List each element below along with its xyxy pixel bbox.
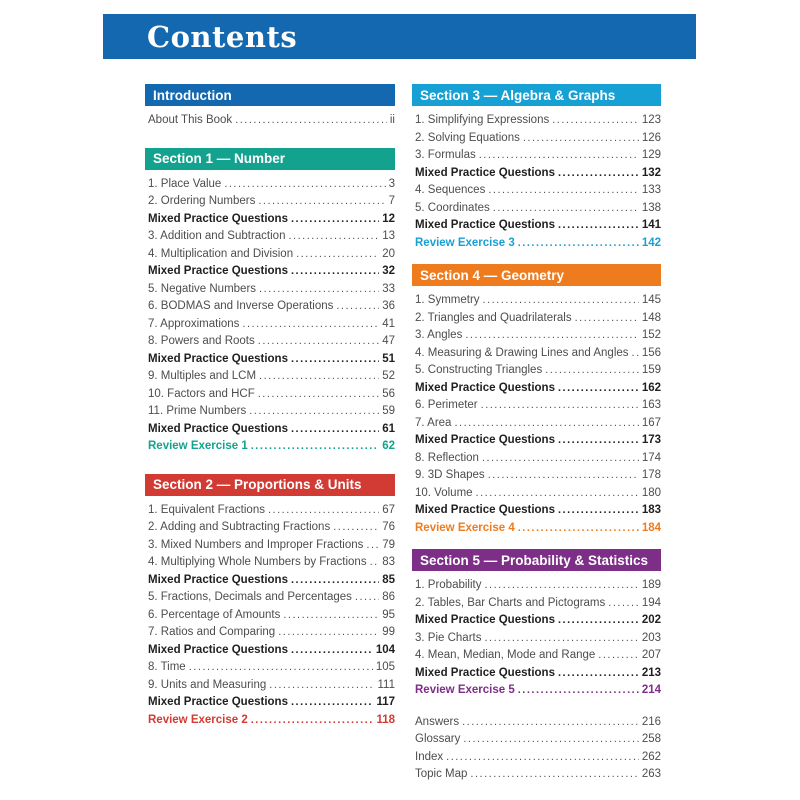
toc-entry-page: 263	[641, 768, 661, 780]
toc-entry-page: 20	[382, 247, 395, 260]
toc-entry-label: About This Book	[148, 114, 233, 126]
toc-entry	[415, 733, 661, 751]
section-items	[412, 579, 661, 702]
toc-entry-label: 10. Volume	[415, 486, 473, 499]
dot-leader	[479, 149, 639, 161]
dot-leader	[632, 347, 639, 359]
toc-entry-label: 4. Sequences	[415, 184, 486, 196]
toc-entry	[415, 504, 661, 522]
dot-leader	[258, 195, 385, 207]
section-header-bar	[145, 84, 395, 106]
toc-entry-label: 2. Solving Equations	[415, 131, 520, 144]
toc-entry	[415, 579, 661, 597]
dot-leader	[465, 329, 638, 341]
toc-entry-label: Review Exercise 3	[415, 236, 515, 249]
toc-entry	[148, 114, 395, 132]
dot-leader	[545, 364, 639, 376]
section-header-bar	[145, 474, 395, 496]
section-title: Section 5 — Probability & Statistics	[420, 552, 649, 568]
toc-entry-page: 47	[382, 335, 395, 347]
toc-entry-page: 258	[641, 733, 661, 745]
toc-entry	[148, 591, 395, 609]
toc-entry-page: 129	[641, 149, 661, 161]
toc-entry-page: 51	[382, 352, 395, 365]
toc-entry-page: 86	[382, 591, 395, 603]
toc-entry-page: 132	[641, 166, 661, 179]
toc-entry-label: Mixed Practice Questions	[415, 166, 555, 179]
toc-entry-page: 203	[641, 631, 661, 644]
toc-entry	[415, 649, 661, 667]
dot-leader	[608, 597, 639, 609]
dot-leader	[251, 714, 374, 726]
dot-leader	[481, 399, 639, 411]
toc-entry-label: 2. Tables, Bar Charts and Pictograms	[415, 596, 606, 609]
toc-entry	[415, 399, 661, 417]
toc-entry-label: 1. Symmetry	[415, 294, 480, 306]
toc-entry-page: 126	[641, 131, 661, 144]
dot-leader	[278, 626, 379, 638]
toc-entry	[148, 370, 395, 388]
dot-leader	[259, 283, 379, 295]
toc-section	[412, 264, 661, 539]
toc-entry-page: 152	[641, 329, 661, 341]
toc-entry-page: 61	[382, 422, 395, 435]
toc-entry	[415, 329, 661, 347]
dot-leader	[558, 219, 639, 231]
toc-entry	[148, 556, 395, 574]
dot-leader	[518, 237, 639, 249]
dot-leader	[493, 202, 639, 214]
toc-entry	[415, 132, 661, 150]
toc-entry-label: 7. Approximations	[148, 317, 240, 330]
dot-leader	[370, 556, 380, 568]
toc-entry-label: 6. BODMAS and Inverse Operations	[148, 300, 334, 312]
toc-entry	[415, 768, 661, 786]
toc-entry-label: 3. Mixed Numbers and Improper Fractions	[148, 538, 364, 551]
toc-entry	[415, 597, 661, 615]
dot-leader	[235, 114, 387, 126]
toc-entry-label: 1. Simplifying Expressions	[415, 114, 550, 126]
toc-entry-page: 32	[382, 265, 395, 277]
toc-entry-label: 4. Multiplying Whole Numbers by Fractions	[148, 556, 367, 568]
toc-entry-page: 173	[641, 434, 661, 446]
toc-entry	[415, 751, 661, 769]
dot-leader	[296, 248, 379, 260]
toc-entry-page: 156	[641, 346, 661, 359]
toc-entry	[415, 434, 661, 452]
toc-entry-label: Glossary	[415, 733, 461, 745]
dot-leader	[291, 644, 373, 656]
toc-entry-label: 7. Ratios and Comparing	[148, 626, 276, 638]
dot-leader	[558, 614, 639, 626]
toc-entry	[415, 487, 661, 505]
toc-entry	[415, 347, 661, 365]
toc-entry-page: 36	[382, 300, 395, 312]
dot-leader	[484, 632, 638, 644]
dot-leader	[518, 522, 639, 534]
toc-entry-page: 202	[641, 614, 661, 626]
toc-entry	[415, 614, 661, 632]
dot-leader	[189, 661, 373, 673]
toc-entry-page: 33	[382, 282, 395, 295]
toc-entry-label: 5. Coordinates	[415, 201, 490, 214]
toc-entry-label: 7. Area	[415, 416, 452, 429]
toc-entry	[148, 265, 395, 283]
toc-entry-label: 3. Angles	[415, 329, 463, 341]
toc-entry	[148, 300, 395, 318]
section-header-bar	[145, 148, 395, 170]
toc-entry	[415, 237, 661, 255]
section-header-bar	[412, 264, 661, 286]
toc-entry-label: Mixed Practice Questions	[148, 265, 288, 277]
toc-section	[412, 84, 661, 254]
toc-entry-page: 138	[641, 201, 661, 214]
toc-entry	[148, 679, 395, 697]
toc-entry-page: 117	[376, 696, 395, 708]
toc-entry	[148, 521, 395, 539]
toc-entry	[415, 417, 661, 435]
dot-leader	[558, 667, 639, 679]
dot-leader	[518, 684, 639, 696]
dot-leader	[291, 574, 379, 586]
dot-leader	[484, 579, 638, 591]
toc-entry-label: Mixed Practice Questions	[148, 212, 288, 225]
toc-entry-page: ii	[389, 114, 395, 126]
toc-entry	[148, 626, 395, 644]
dot-leader	[558, 382, 639, 394]
toc-entry	[415, 469, 661, 487]
toc-entry-label: 4. Multiplication and Division	[148, 247, 294, 260]
dot-leader	[552, 114, 639, 126]
toc-entry-page: 12	[382, 212, 395, 225]
page-title-bar	[103, 14, 696, 59]
toc-section	[145, 148, 395, 458]
dot-leader	[291, 213, 379, 225]
toc-entry-page: 76	[382, 521, 395, 533]
toc-entry	[148, 644, 395, 662]
dot-leader	[242, 318, 379, 330]
section-title: Section 3 — Algebra & Graphs	[420, 87, 616, 103]
toc-entry	[148, 661, 395, 679]
toc-entry	[148, 440, 395, 458]
dot-leader	[558, 167, 639, 179]
toc-entry-page: 213	[641, 666, 661, 679]
toc-entry-label: 9. Units and Measuring	[148, 678, 267, 691]
dot-leader	[333, 521, 379, 533]
toc-entry-label: Mixed Practice Questions	[415, 614, 555, 626]
toc-entry-page: 83	[382, 556, 395, 568]
toc-column-left	[145, 84, 395, 796]
dot-leader	[224, 178, 385, 190]
toc-entry-page: 95	[382, 608, 395, 621]
toc-entry-label: 1. Place Value	[148, 177, 222, 190]
toc-entry	[415, 167, 661, 185]
dot-leader	[366, 539, 379, 551]
section-items	[145, 178, 395, 458]
toc-entry-label: 4. Mean, Median, Mode and Range	[415, 649, 596, 661]
toc-entry	[415, 522, 661, 540]
dot-leader	[336, 300, 379, 312]
toc-entry-page: 148	[641, 311, 661, 324]
toc-entry-label: Mixed Practice Questions	[148, 573, 288, 586]
toc-entry	[415, 716, 661, 734]
toc-entry-label: 3. Formulas	[415, 149, 476, 161]
toc-entry-label: 6. Perimeter	[415, 399, 478, 411]
toc-section	[412, 716, 661, 786]
dot-leader	[291, 353, 379, 365]
toc-columns	[145, 84, 661, 796]
toc-entry	[148, 714, 395, 732]
toc-entry-label: 8. Powers and Roots	[148, 335, 255, 347]
toc-entry-label: 9. 3D Shapes	[415, 469, 485, 481]
toc-section	[145, 474, 395, 732]
dot-leader	[463, 733, 638, 745]
toc-entry-page: 216	[641, 715, 661, 728]
toc-entry-label: Mixed Practice Questions	[415, 219, 555, 231]
toc-entry	[148, 335, 395, 353]
toc-entry-label: 1. Equivalent Fractions	[148, 503, 265, 516]
toc-entry-label: 3. Addition and Subtraction	[148, 230, 286, 242]
dot-leader	[258, 388, 379, 400]
toc-entry	[415, 382, 661, 400]
toc-entry	[148, 405, 395, 423]
toc-entry-page: 207	[641, 649, 661, 661]
toc-entry-page: 180	[641, 486, 661, 499]
dot-leader	[291, 423, 379, 435]
toc-entry-page: 162	[641, 381, 661, 394]
toc-entry-label: 5. Fractions, Decimals and Percentages	[148, 591, 352, 603]
toc-entry-page: 184	[641, 521, 661, 534]
toc-entry-page: 67	[382, 503, 395, 516]
toc-entry-page: 7	[388, 195, 395, 207]
toc-entry	[148, 539, 395, 557]
toc-entry-label: 1. Probability	[415, 579, 482, 591]
toc-entry-page: 118	[376, 713, 395, 726]
dot-leader	[483, 294, 639, 306]
toc-entry	[148, 283, 395, 301]
section-title: Section 4 — Geometry	[420, 267, 565, 283]
toc-entry-label: 4. Measuring & Drawing Lines and Angles	[415, 346, 629, 359]
toc-entry-page: 85	[382, 573, 395, 586]
dot-leader	[462, 716, 639, 728]
dot-leader	[476, 487, 639, 499]
toc-entry-label: Mixed Practice Questions	[148, 422, 288, 435]
toc-entry-page: 56	[382, 387, 395, 400]
dot-leader	[598, 649, 639, 661]
dot-leader	[558, 504, 639, 516]
toc-entry-page: 262	[641, 750, 661, 763]
toc-entry	[415, 364, 661, 382]
toc-entry-label: 10. Factors and HCF	[148, 387, 255, 400]
dot-leader	[249, 405, 379, 417]
toc-entry-label: Review Exercise 2	[148, 713, 248, 726]
toc-entry-page: 62	[382, 440, 395, 452]
dot-leader	[454, 417, 638, 429]
toc-entry-page: 105	[375, 661, 395, 673]
section-header-bar	[412, 549, 661, 571]
dot-leader	[575, 312, 639, 324]
dot-leader	[558, 434, 639, 446]
toc-entry	[148, 574, 395, 592]
toc-entry	[148, 423, 395, 441]
toc-entry	[148, 696, 395, 714]
section-title: Section 1 — Number	[153, 151, 286, 166]
toc-entry-page: 141	[641, 219, 661, 231]
toc-entry	[148, 178, 395, 196]
dot-leader	[288, 230, 379, 242]
toc-entry-page: 174	[641, 451, 661, 464]
toc-entry-label: 5. Constructing Triangles	[415, 364, 543, 376]
dot-leader	[291, 696, 373, 708]
toc-entry-label: Topic Map	[415, 768, 468, 780]
toc-entry	[415, 202, 661, 220]
dot-leader	[355, 591, 379, 603]
toc-entry-page: 41	[382, 317, 395, 330]
toc-entry-page: 111	[377, 678, 395, 691]
dot-leader	[488, 184, 638, 196]
dot-leader	[291, 265, 379, 277]
section-items	[412, 294, 661, 539]
toc-entry-page: 59	[382, 405, 395, 417]
toc-entry-label: 2. Triangles and Quadrilaterals	[415, 311, 572, 324]
toc-entry	[148, 230, 395, 248]
toc-entry-page: 3	[388, 177, 395, 190]
toc-entry-label: Mixed Practice Questions	[415, 504, 555, 516]
toc-entry-page: 194	[641, 596, 661, 609]
page-title: Contents	[147, 19, 298, 54]
dot-leader	[269, 679, 374, 691]
toc-entry-label: Mixed Practice Questions	[148, 643, 288, 656]
dot-leader	[268, 504, 379, 516]
toc-entry	[415, 294, 661, 312]
toc-entry	[415, 149, 661, 167]
toc-entry	[148, 213, 395, 231]
toc-entry	[148, 388, 395, 406]
toc-entry	[415, 667, 661, 685]
toc-entry-page: 79	[382, 538, 395, 551]
toc-entry-label: Mixed Practice Questions	[148, 352, 288, 365]
toc-section	[412, 549, 661, 702]
section-items	[412, 716, 661, 786]
dot-leader	[251, 440, 379, 452]
toc-entry-page: 99	[382, 626, 395, 638]
toc-entry-label: 8. Reflection	[415, 451, 479, 464]
toc-entry-page: 183	[641, 504, 661, 516]
toc-entry	[148, 248, 395, 266]
toc-entry-page: 142	[641, 236, 661, 249]
toc-entry-page: 123	[641, 114, 661, 126]
toc-entry-label: Mixed Practice Questions	[415, 666, 555, 679]
toc-entry	[148, 195, 395, 213]
toc-entry-page: 163	[641, 399, 661, 411]
section-title: Section 2 — Proportions & Units	[153, 477, 362, 492]
section-items	[412, 114, 661, 254]
toc-entry-label: 2. Ordering Numbers	[148, 195, 256, 207]
dot-leader	[470, 768, 638, 780]
toc-entry	[415, 219, 661, 237]
dot-leader	[446, 751, 639, 763]
toc-entry-page: 104	[375, 643, 395, 656]
toc-entry-page: 214	[641, 684, 661, 696]
toc-entry	[148, 504, 395, 522]
toc-entry	[415, 632, 661, 650]
section-items	[145, 114, 395, 132]
toc-column-right	[412, 84, 661, 796]
toc-entry-page: 52	[382, 370, 395, 382]
toc-entry-label: Review Exercise 4	[415, 521, 515, 534]
section-header-bar	[412, 84, 661, 106]
toc-entry-label: Review Exercise 5	[415, 684, 515, 696]
toc-entry	[415, 184, 661, 202]
toc-entry	[415, 452, 661, 470]
dot-leader	[258, 335, 379, 347]
toc-entry-page: 145	[641, 294, 661, 306]
toc-section	[145, 84, 395, 132]
toc-entry-page: 189	[641, 579, 661, 591]
toc-entry-page: 178	[641, 469, 661, 481]
toc-entry	[415, 684, 661, 702]
toc-entry-label: 5. Negative Numbers	[148, 282, 257, 295]
toc-entry-label: 3. Pie Charts	[415, 631, 482, 644]
toc-entry-label: 6. Percentage of Amounts	[148, 608, 281, 621]
dot-leader	[482, 452, 639, 464]
toc-entry-label: 9. Multiples and LCM	[148, 370, 257, 382]
toc-entry-label: Answers	[415, 715, 460, 728]
toc-entry-label: 8. Time	[148, 661, 186, 673]
dot-leader	[523, 132, 639, 144]
toc-entry	[415, 312, 661, 330]
toc-entry-label: Mixed Practice Questions	[148, 696, 288, 708]
toc-entry-page: 13	[382, 230, 395, 242]
toc-entry-page: 167	[641, 416, 661, 429]
toc-entry-label: Mixed Practice Questions	[415, 381, 555, 394]
section-title: Introduction	[153, 87, 232, 103]
toc-entry	[148, 353, 395, 371]
toc-entry-page: 159	[641, 364, 661, 376]
dot-leader	[283, 609, 379, 621]
toc-entry-page: 133	[641, 184, 661, 196]
toc-entry	[148, 318, 395, 336]
toc-entry	[415, 114, 661, 132]
toc-entry-label: Review Exercise 1	[148, 440, 248, 452]
dot-leader	[259, 370, 379, 382]
section-items	[145, 504, 395, 732]
toc-entry-label: 11. Prime Numbers	[148, 405, 247, 417]
toc-entry-label: Mixed Practice Questions	[415, 434, 555, 446]
toc-entry-label: 2. Adding and Subtracting Fractions	[148, 521, 331, 533]
toc-entry-label: Index	[415, 750, 444, 763]
toc-entry	[148, 609, 395, 627]
dot-leader	[488, 469, 639, 481]
